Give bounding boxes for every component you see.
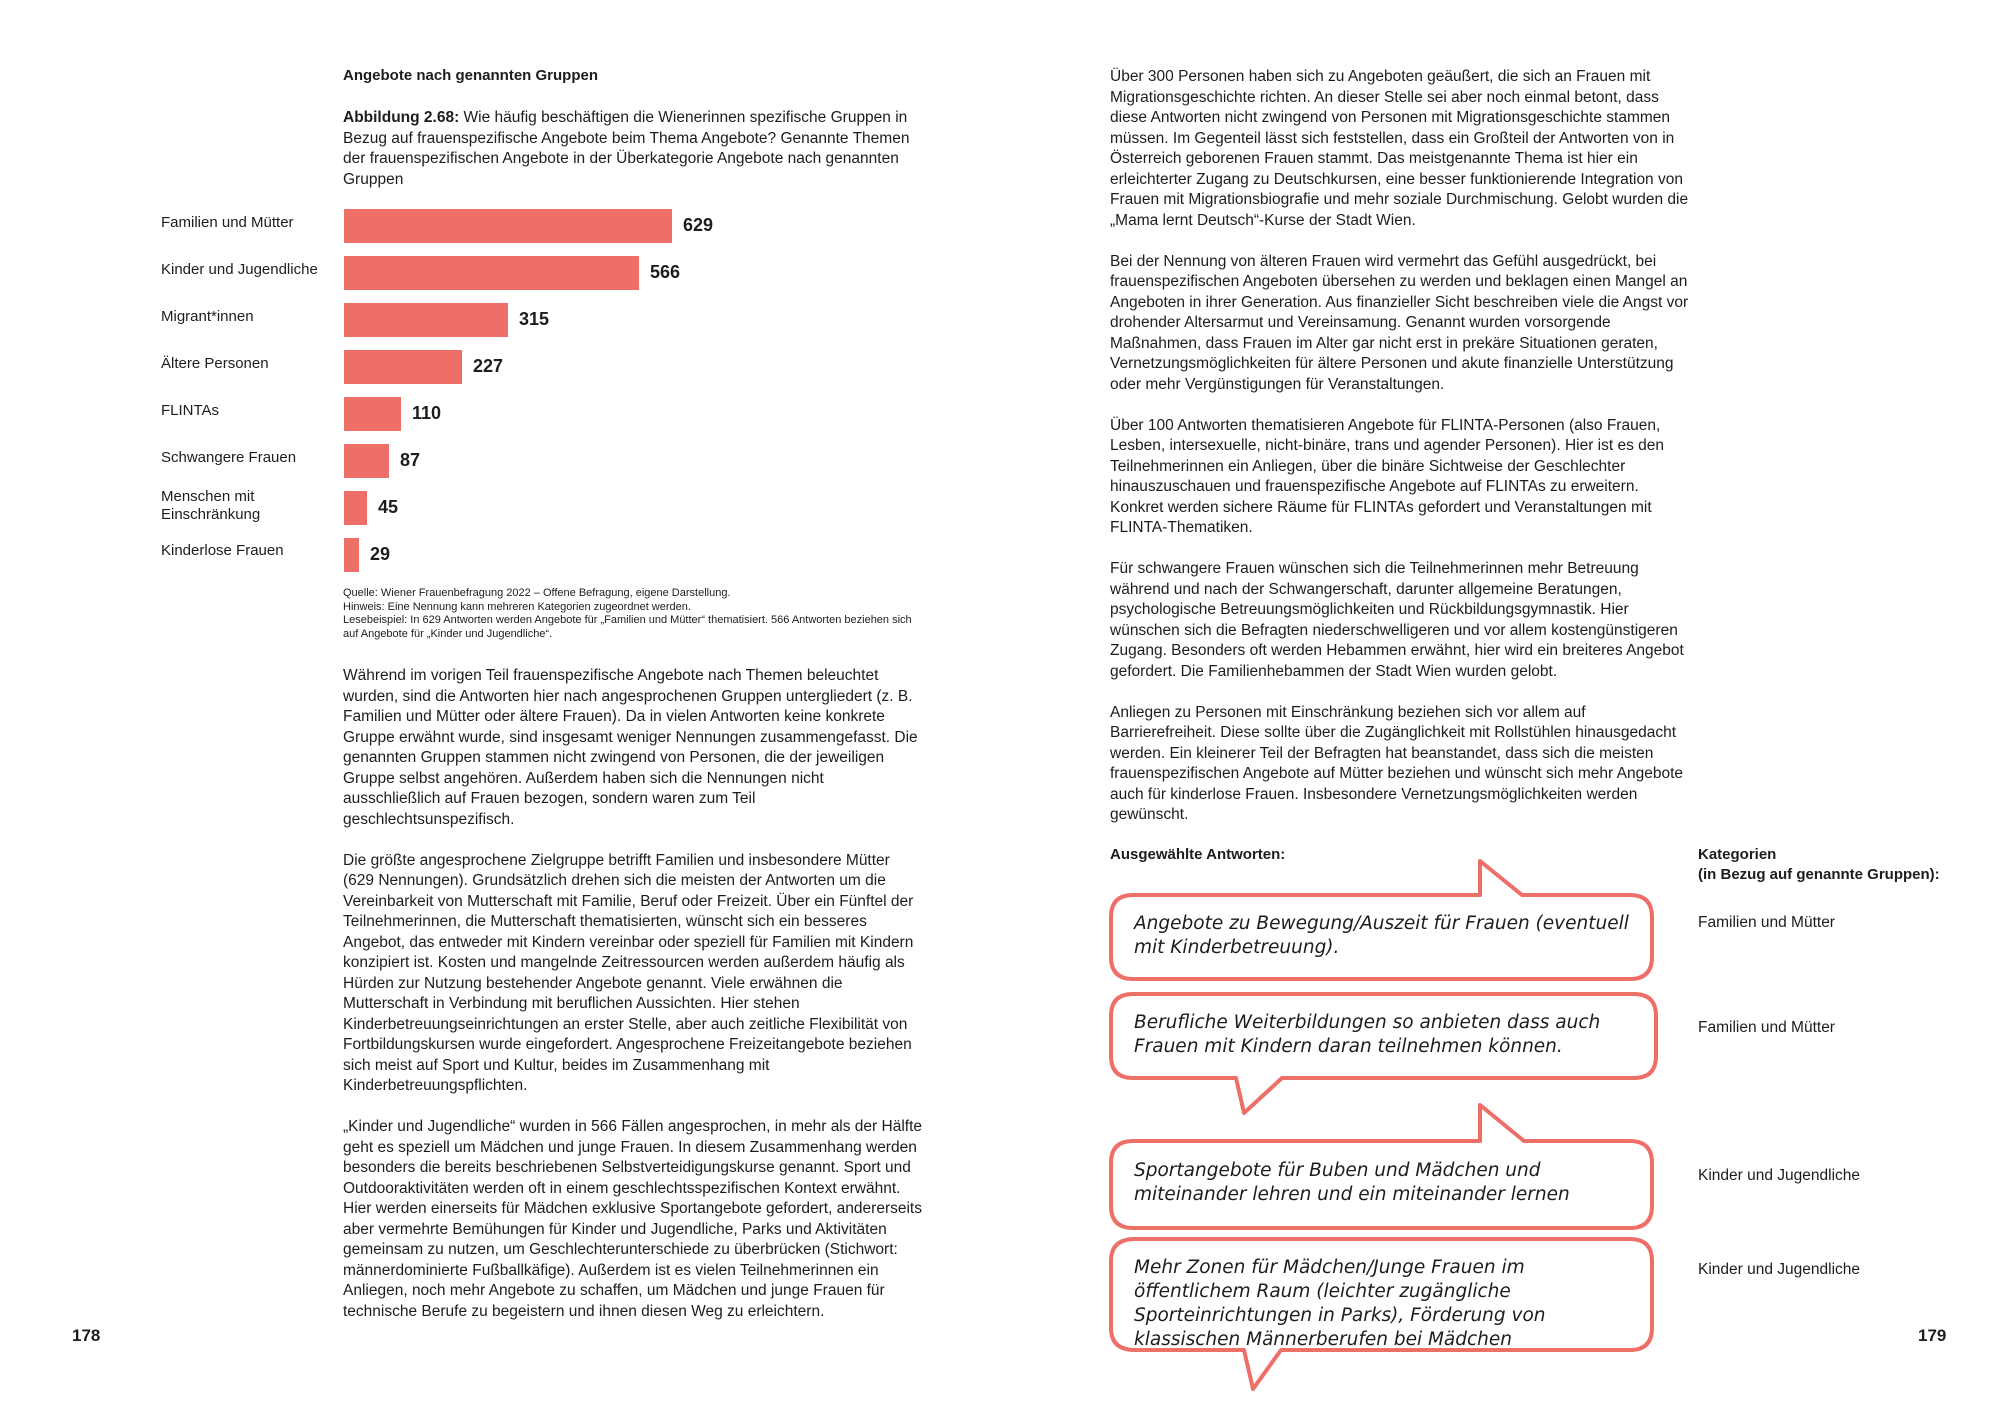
answer-category-1: Familien und Mütter (1698, 914, 1835, 931)
bar-value-familien: 629 (683, 215, 714, 235)
page-number-right: 179 (1918, 1326, 1947, 1345)
bar-label-kinderlose: Kinderlose Frauen (161, 542, 284, 559)
answer-category-3: Kinder und Jugendliche (1698, 1167, 1861, 1184)
answer-quote-4: Mehr Zonen für Mädchen/Junge Frauen im öffentlichem Raum (leichter zugängliche Sporteinrichtungen in Parks), Förderung von klassischen Männerberufen bei Mädchen (1134, 1257, 1546, 1350)
bar-value-kinder: 566 (650, 262, 681, 282)
answer-category-4: Kinder und Jugendliche (1698, 1261, 1861, 1278)
figure-caption-text: Wie häufig beschäftigen die Wienerinnen spezifische Gruppen in Bezug auf frauenspezifische Angebote beim Thema Angebote? Genannte Themen der frauenspezifischen Angebote in der Überkategorie Angebote nach genannten Gruppen (343, 109, 910, 188)
bar-value-kinderlose: 29 (370, 544, 391, 564)
answer-quote-2: Berufliche Weiterbildungen so anbieten dass auch Frauen mit Kindern daran teilnehmen können. (1134, 1012, 1601, 1057)
figure-label: Abbildung 2.68: (343, 109, 460, 126)
categories-heading-line2: (in Bezug auf genannte Gruppen): (1698, 866, 1940, 883)
left-paragraph-3: „Kinder und Jugendliche“ wurden in 566 Fällen angesprochen, in mehr als der Hälfte geht es speziell um Mädchen und junge Frauen. In diesem Zusammenhang werden besonders die bereits beschriebenen Selbstverteidigungskurse genannt. Sport und Outdooraktivitäten werden oft in einem geschlechtsspezifischen Kontext erwähnt. Hier werden einerseits für Mädchen exklusive Sportangebote gefordert, andererseits aber vermehrte Bemühungen für Kinder und Jugendliche, Parks und Aktivitäten gemeinsam zu nutzen, um Geschlechterunterschiede zu überbrücken (Stichwort: männerdominierte Fußballkäfige). Außerdem ist es vielen Teilnehmerinnen ein Anliegen, noch mehr Angebote zu schaffen, um Mädchen und junge Frauen für technische Berufe zu begeistern und ihnen diesen Weg zu erleichtern. (343, 1118, 923, 1320)
categories-heading-line1: Kategorien (1698, 846, 1777, 863)
bar-value-flintas: 110 (412, 403, 442, 423)
answers-heading: Ausgewählte Antworten: (1110, 846, 1286, 863)
bar-label-einschraenkung: Menschen mit Einschränkung (161, 488, 261, 523)
page-number-left: 178 (72, 1326, 101, 1345)
bar-label-kinder: Kinder und Jugendliche (161, 261, 318, 278)
bar-value-einschraenkung: 45 (378, 497, 399, 517)
bar-label-aeltere: Ältere Personen (161, 355, 269, 372)
right-paragraph-4: Für schwangere Frauen wünschen sich die Teilnehmerinnen mehr Betreuung während und nach der Schwangerschaft, darunter allgemeine Beratungen, psychologische Betreuungsmöglichkeiten und Rückbildungsgymnastik. Hier wünschen sich die Befragten niederschwelligeren und vor allem kostengünstigeren Zugang. Besonders oft werden Hebammen erwähnt, hier wird ein breiteres Angebot gefordert. Die Familienhebammen der Stadt Wien wurden gelobt. (1110, 560, 1684, 680)
answer-category-2: Familien und Mütter (1698, 1019, 1835, 1036)
answer-quote-3: Sportangebote für Buben und Mädchen und miteinander lehren und ein miteinander lernen (1134, 1160, 1570, 1205)
bar-value-migrant: 315 (519, 309, 550, 329)
bar-value-aeltere: 227 (473, 356, 504, 376)
right-paragraph-5: Anliegen zu Personen mit Einschränkung beziehen sich vor allem auf Barrierefreiheit. Diese sollte über die Zugänglichkeit mit Rollstühlen hinausgedacht werden. Ein kleinerer Teil der Befragten hat beanstandet, dass sich die meisten frauenspezifischen Angebote auf Mütter beziehen und wünscht sich mehr Angebote auch für kinderlose Frauen. Insbesondere Vernetzungsmöglichkeiten werden gewünscht. (1110, 703, 1684, 823)
bar-value-schwangere: 87 (400, 450, 421, 470)
bar-label-flintas: FLINTAs (161, 402, 220, 419)
left-paragraph-2: Die größte angesprochene Zielgruppe betrifft Familien und insbesondere Mütter (629 Nennungen). Grundsätzlich drehen sich die meisten der Antworten um die Vereinbarkeit von Mutterschaft mit Familie, Beruf oder Freizeit. Über ein Fünftel der Teilnehmerinnen, die Mutterschaft thematisierten, wünscht sich ein besseres Angebot, das entweder mit Kindern vereinbar oder speziell für Familien mit Kindern konzipiert ist. Kosten und mangelnde Zeitressourcen werden außerdem häufig als Hürden zur Nutzung bestehender Angebote genannt. Viele erwähnen die Mutterschaft in Verbindung mit beruflichen Aussichten. Hier stehen Kinderbetreuungseinrichtungen an erster Stelle, aber auch zeitliche Flexibilität von Fortbildungskursen wurde eingefordert. Angesprochene Freizeitangebote beziehen sich meist auf Sport und Kultur, beides im Zusammenhang mit Kinderbetreuungspflichten. (343, 851, 914, 1094)
left-paragraph-1: Während im vorigen Teil frauenspezifische Angebote nach Themen beleuchtet wurden, sind die Antworten hier nach angesprochenen Gruppen untergliedert (z. B. Familien und Mütter oder ältere Frauen). Da in vielen Antworten keine konkrete Gruppe erwähnt wurde, sind insgesamt weniger Nennungen zusammengefasst. Die genannten Gruppen stammen nicht zwingend von Personen, die der jeweiligen Gruppe selbst angehören. Außerdem haben sich die Nennungen nicht ausschließlich auf Frauen bezogen, sondern waren zum Teil geschlechtsunspezifisch. (343, 667, 918, 828)
right-paragraph-1: Über 300 Personen haben sich zu Angeboten geäußert, die sich an Frauen mit Migrationsgeschichte richten. An dieser Stelle sei aber noch einmal betont, dass diese Antworten nicht zwingend von Personen mit Migrationsgeschichte stammen müssen. Im Gegenteil lässt sich feststellen, dass ein Großteil der Antworten von in Österreich geborenen Frauen stammt. Das meistgenannte Thema ist hier ein erleichterter Zugang zu Deutschkursen, eine besser funktionierende Integration von Frauen mit Migrationsbiografie und mehr soziale Durchmischung. Gelobt wurden die „Mama lernt Deutsch“-Kurse der Stadt Wien. (1110, 68, 1689, 229)
right-paragraph-3: Über 100 Antworten thematisieren Angebote für FLINTA-Personen (also Frauen, Lesben, intersexuelle, nicht-binäre, trans und agender Personen). Hier ist es den Teilnehmerinnen ein Anliegen, über die binäre Sichtweise der Geschlechter hinauszuschauen und frauenspezifische Angebote auf FLINTAs zu erweitern. Konkret werden sichere Räume für FLINTAs gefordert und Veranstaltungen mit FLINTA-Thematiken. (1110, 416, 1665, 536)
bar-label-schwangere: Schwangere Frauen (161, 449, 297, 466)
note-hint: Hinweis: Eine Nennung kann mehreren Kategorien zugeordnet werden. (343, 600, 691, 613)
bar-label-familien: Familien und Mütter (161, 214, 294, 231)
note-source: Quelle: Wiener Frauenbefragung 2022 – Offene Befragung, eigene Darstellung. (343, 587, 731, 599)
bar-label-migrant: Migrant*innen (161, 308, 254, 325)
answer-quote-1: Angebote zu Bewegung/Auszeit für Frauen (eventuell mit Kinderbetreuung). (1134, 913, 1629, 958)
section-heading: Angebote nach genannten Gruppen (343, 67, 599, 84)
note-reading-example: Lesebeispiel: In 629 Antworten werden Angebote für „Familien und Mütter“ thematisiert. 566 Antworten beziehen sich auf Angebote für „Kinder und Jugendliche“. (343, 614, 912, 640)
right-paragraph-2: Bei der Nennung von älteren Frauen wird vermehrt das Gefühl ausgedrückt, bei frauenspezifischen Angeboten übersehen zu werden und beklagen einen Mangel an Angeboten in ihrer Generation. Aus finanzieller Sicht beschreiben viele die Angst vor drohender Altersarmut und Vereinsamung. Genannt wurden vorsorgende Maßnahmen, dass Frauen im Alter gar nicht erst in prekäre Situationen geraten, Vernetzungsmöglichkeiten für ältere Personen und akute finanzielle Unterstützung oder mehr Vergünstigungen für Veranstaltungen. (1110, 252, 1689, 393)
